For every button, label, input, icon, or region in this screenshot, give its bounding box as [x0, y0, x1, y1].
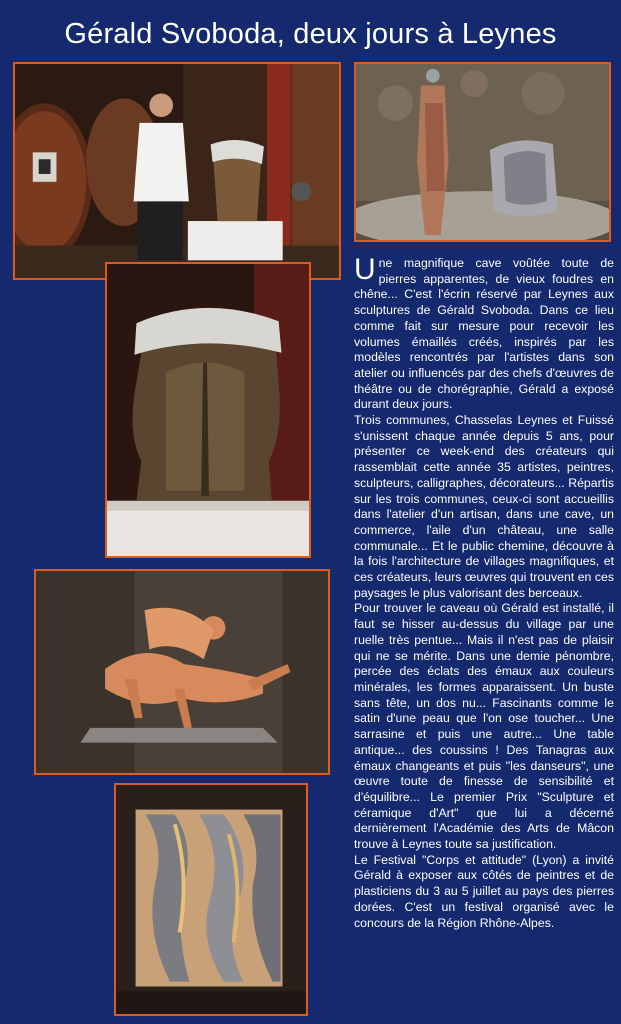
article-paragraph-1: [354, 253, 614, 413]
article-paragraph-4: Le Festival "Corps et attitude" (Lyon) a invité Gérald à exposer aux côtés de peintres et de plasticiens du 3 au 5 juillet au pays des pierres dorées. C'est un festival organisé avec le concours de la Région Rhône-Alpes.: [354, 852, 614, 930]
article-paragraph-2: Trois communes, Chasselas Leynes et Fuissé s'unissent chaque année depuis 5 ans, pour présenter ce week-end des créateurs qui rassemblait cette année 35 artistes, peintres, sculpteurs, calligraphes, décorateurs... Répartis sur les trois communes, ceux-ci sont accueillis dans l'atelier d'un artisan, dans une cave, un commerce, l'aile d'un château, une salle communale... Et le public chemine, découvre à la fois l'architecture de villages magnifiques, et ces créateurs, leurs œuvres qui trouvent en ces paysages le plus valorisant des berceaux.: [354, 413, 614, 600]
drop-cap: U: [354, 253, 376, 286]
torso-sculpture-photo: [105, 262, 311, 558]
article-paragraph-3: Pour trouver le caveau où Gérald est installé, il faut se hisser au-dessus du village par une ruelle très pentue... Mais il n'est pas de plaisir qui ne se mérite. Dans une demie pénombre, percée des éclats des émaux aux couleurs minérales, les formes apparaissent. Un buste sans tête, un dos nu... Fascinants comme le satin d'une peau que l'on ose toucher... Une sarrasine et puis une autre... Une table antique... des coussins ! Des Tanagras aux émaux changeants et puis "les danseurs", une œuvre toute de finesse de sensibilité et d'équilibre... Le premier Prix "Sculpture et céramique d'Art" que lui a décerné dernièrement l'Académie des Arts de Mâcon trouve à Leynes toute sa justification.: [354, 601, 614, 852]
article-text: [354, 253, 614, 931]
dancers-sculpture-photo: [34, 569, 330, 775]
page-title: Gérald Svoboda, deux jours à Leynes: [64, 18, 557, 50]
paragraph-1-text: ne magnifique cave voûtée toute de pierres apparentes, de vieux foudres en chêne... C'est l'écrin réservé par Leynes aux sculptures de Gérald Svoboda. Dans ce lieu comme fait sur mesure pour recevoir les volumes émaillés créés, inspirés par les modèles rencontrés par l'artistes dans son atelier ou influencés par des chefs d'œuvres de théâtre ou de chorégraphie, Gérald a exposé durant deux jours.: [354, 256, 614, 412]
artist-in-cellar-photo: [13, 62, 341, 280]
standing-statue-and-vase-photo: [354, 62, 611, 242]
enamel-panel-photo: [114, 783, 308, 1016]
